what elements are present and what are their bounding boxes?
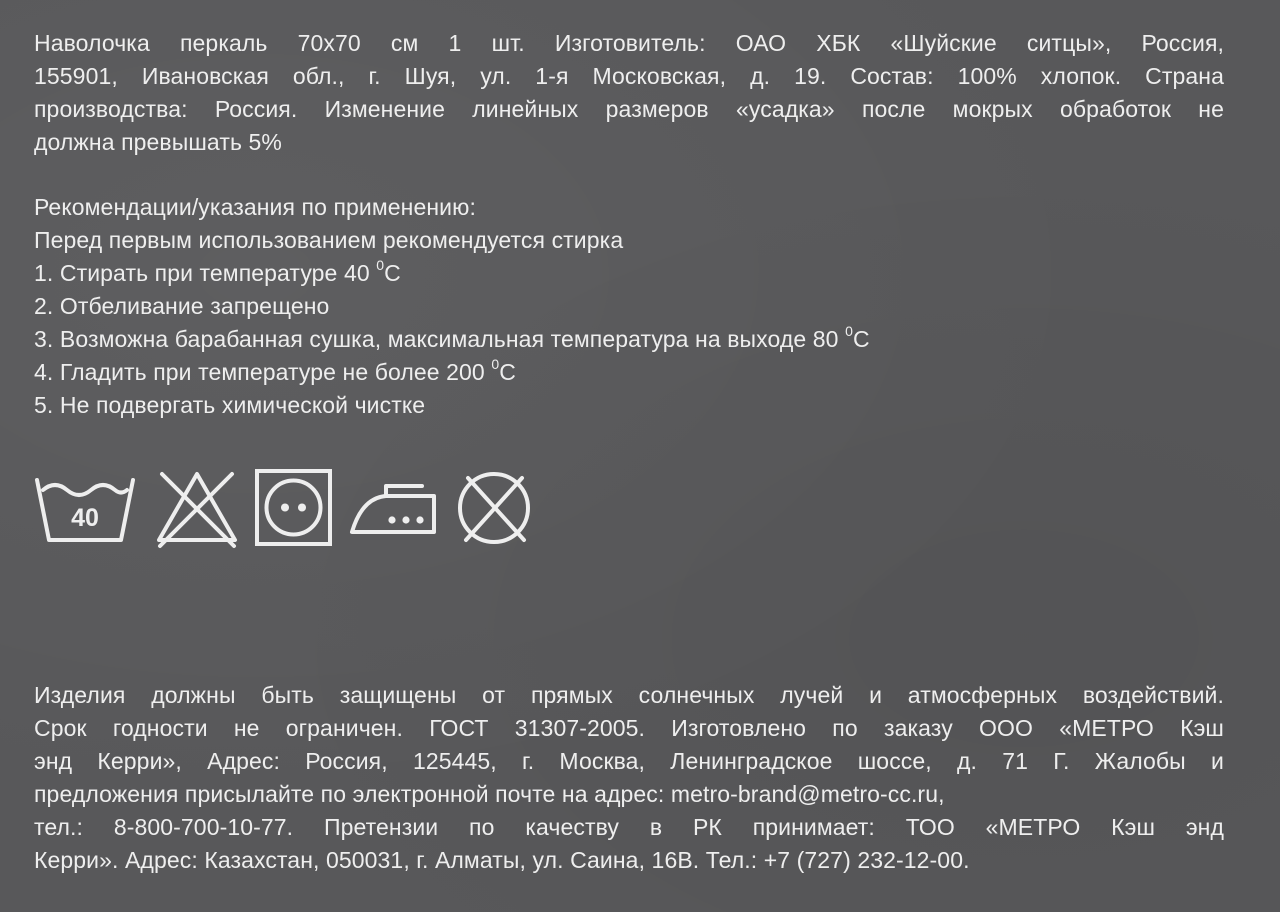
care-item-text: 2. Отбеливание запрещено [34,293,330,319]
footer-info-line: энд Керри», Адрес: Россия, 125445, г. Москва, Ленинградское шоссе, д. 71 Г. Жалобы и [34,748,1224,774]
care-item-unit: С [384,260,401,286]
no-dry-clean-icon [454,468,536,550]
wash-40-icon [34,468,136,544]
footer-info-line: Керри». Адрес: Казахстан, 050031, г. Алматы, ул. Саина, 16В. Тел.: +7 (727) 232-12-00. [34,847,970,873]
footer-info-line: предложения присылайте по электронной почте на адрес: metro-brand@metro-cc.ru, [34,781,945,807]
footer-info-line: тел.: 8-800-700-10-77. Претензии по качеству в РК принимает: ТОО «МЕТРО Кэш энд [34,814,1224,840]
care-item-text: 4. Гладить при температуре не более 200 [34,359,492,385]
degree-sup: 0 [491,356,500,373]
product-info-line: Наволочка перкаль 70х70 см 1 шт. Изготовитель: ОАО ХБК «Шуйские ситцы», Россия, [34,30,1224,56]
care-item [34,323,1224,356]
care-heading: Рекомендации/указания по применению: [34,194,476,220]
product-info-line: производства: Россия. Изменение линейных размеров «усадка» после мокрых обработок не [34,96,1224,122]
care-item [34,257,1224,290]
wash-temperature: 40 [71,504,99,532]
product-info-line: должна превышать 5% [34,129,282,155]
care-item-text: 1. Стирать при температуре 40 [34,260,377,286]
footer-info-line: Изделия должны быть защищены от прямых солнечных лучей и атмосферных воздействий. [34,682,1224,708]
tumble-dry-icon [254,468,334,548]
care-instructions [34,191,1224,422]
footer-info [34,679,1224,877]
product-info-line: 155901, Ивановская обл., г. Шуя, ул. 1-я Московская, д. 19. Состав: 100% хлопок. Страна [34,63,1224,89]
degree-sup: 0 [376,257,385,274]
care-item [34,356,1224,389]
product-info [34,27,1224,159]
care-intro: Перед первым использованием рекомендуется стирка [34,227,624,253]
footer-info-line: Срок годности не ограничен. ГОСТ 31307-2005. Изготовлено по заказу ООО «МЕТРО Кэш [34,715,1224,741]
iron-three-dots-icon [348,468,440,548]
care-item-unit: С [852,326,870,352]
degree-sup: 0 [845,323,853,340]
care-item-unit: С [499,359,516,385]
care-item-text: 3. Возможна барабанная сушка, максимальная температура на выходе 80 [34,326,846,352]
care-item-text: 5. Не подвергать химической чистке [34,392,426,418]
care-item [34,389,1224,422]
care-item [34,290,1224,323]
no-bleach-icon [154,468,240,550]
care-symbols [34,468,554,548]
